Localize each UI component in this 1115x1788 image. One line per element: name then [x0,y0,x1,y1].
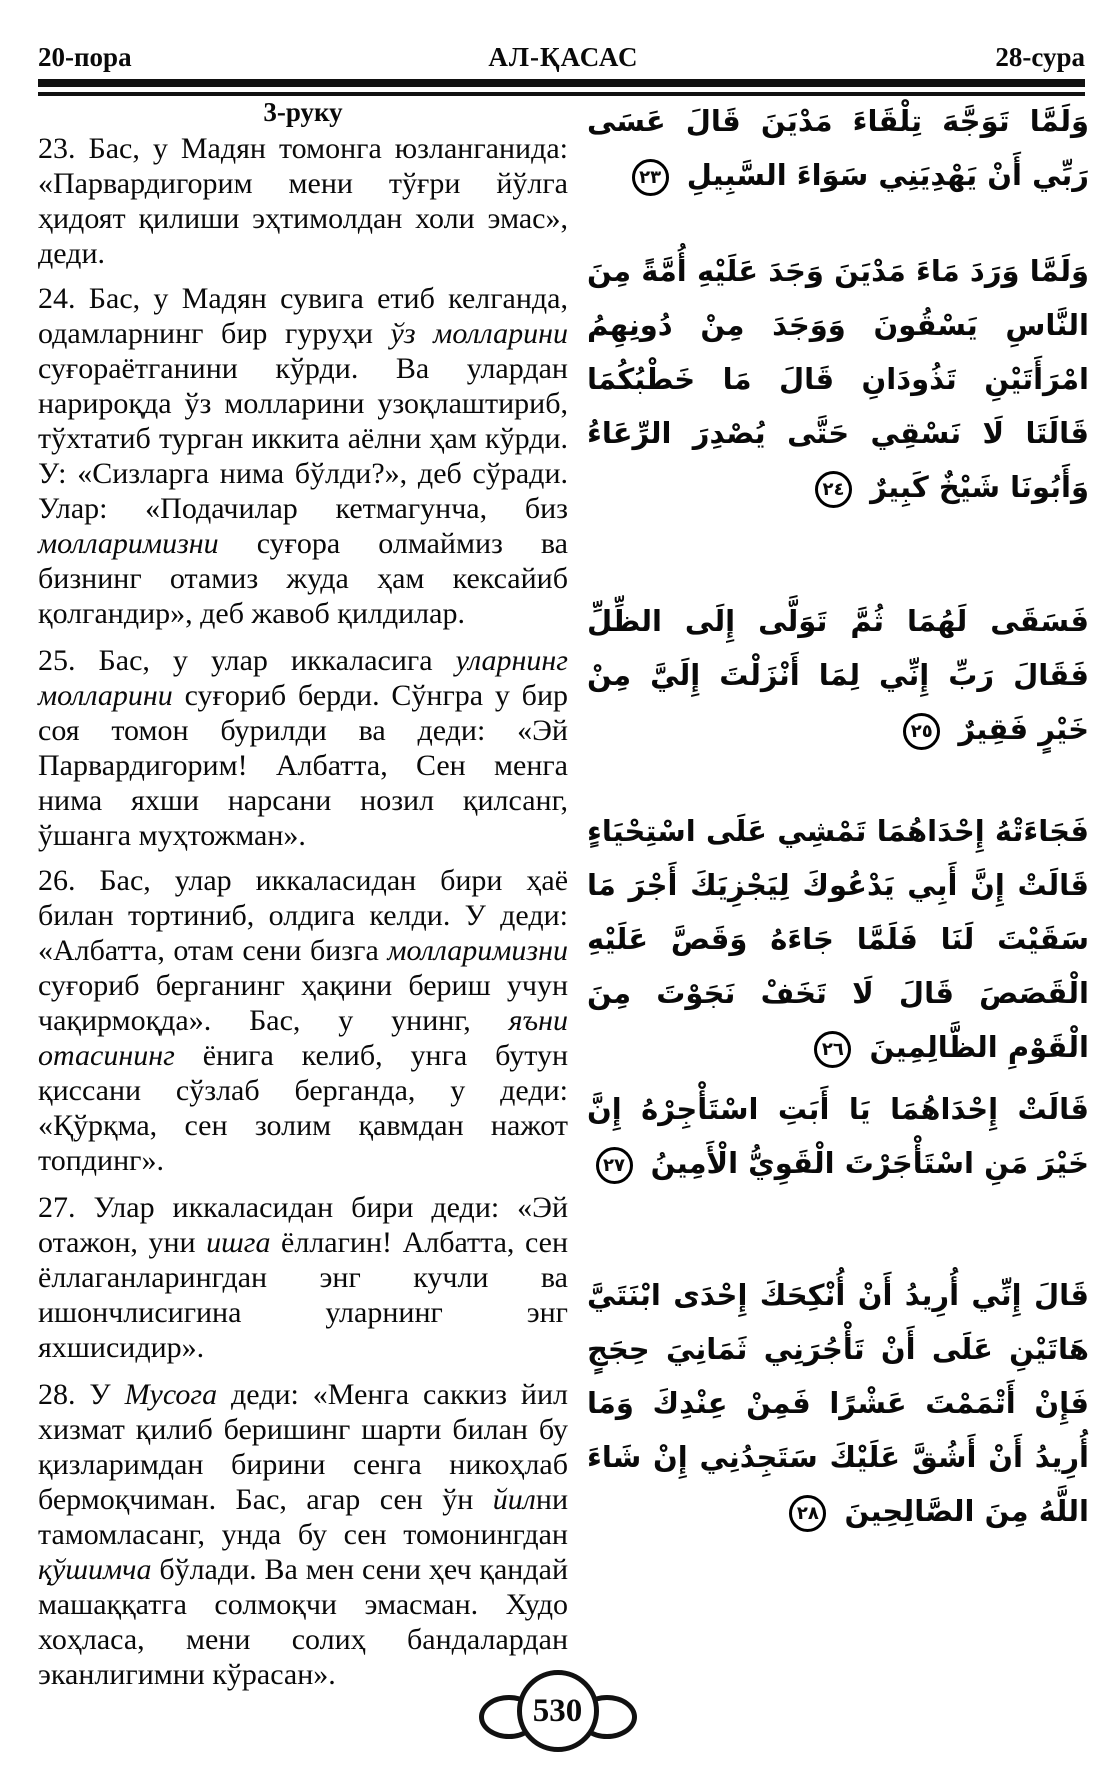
emphasized-text: ўз молларини [390,317,568,350]
verse-text: суғориб берди. Сўнгра у бир соя томон бурилди ва деди: «Эй Парвардигорим! Албатта, Сен менга нима яхши нарсани нозил қилсанг, ўшанга муҳтожман». [38,679,568,852]
arabic-verse [587,244,1089,514]
arabic-verse-text: قَالَ إِنِّي أُرِيدُ أَنْ أُنْكِحَكَ إِحْدَى ابْنَتَيَّ هَاتَيْنِ عَلَى أَنْ تَأْجُرَنِي ثَمَانِيَ حِجَجٍ فَإِنْ أَتْمَمْتَ عَشْرًا فَمِنْ عِنْدِكَ وَمَا أُرِيدُ أَنْ أَشُقَّ عَلَيْكَ سَتَجِدُنِي إِنْ شَاءَ اللَّهُ مِنَ الصَّالِحِينَ [587,1278,1089,1528]
juz-label: 20-пора [38,42,132,72]
arabic-verse-text: وَلَمَّا تَوَجَّهَ تِلْقَاءَ مَدْيَنَ قَالَ عَسَى رَبِّي أَنْ يَهْدِيَنِي سَوَاءَ السَّبِيلِ [587,104,1089,192]
arabic-verse [587,1268,1089,1538]
emphasized-text: молларимизни [38,527,219,560]
translation-column [38,97,568,1692]
arabic-verse-text: فَسَقَى لَهُمَا ثُمَّ تَوَلَّى إِلَى الظِّلِّ فَقَالَ رَبِّ إِنِّي لِمَا أَنْزَلْتَ إِلَيَّ مِنْ خَيْرٍ فَقِيرٌ [587,604,1089,746]
emphasized-text: йил [492,1483,536,1516]
arabic-verse-text: فَجَاءَتْهُ إِحْدَاهُمَا تَمْشِي عَلَى اسْتِحْيَاءٍ قَالَتْ إِنَّ أَبِي يَدْعُوكَ لِيَجْزِيَكَ أَجْرَ مَا سَقَيْتَ لَنَا فَلَمَّا جَاءَهُ وَقَصَّ عَلَيْهِ الْقَصَصَ قَالَ لَا تَخَفْ نَجَوْتَ مِنَ الْقَوْمِ الظَّالِمِينَ [587,814,1089,1064]
verse-text: ёллагин! Албатта, сен ёллаганларингдан энг кучли ва ишончлисигина уларнинг энг яхшисидир». [38,1226,569,1364]
ayah-end-marker: ٢٤ [815,471,852,508]
page-header [38,44,1085,71]
translation-verse [38,1377,568,1692]
ayah-end-marker: ٢٧ [596,1147,633,1184]
verse-number: 25. [38,644,99,677]
arabic-verse [587,594,1089,756]
page-number: 530 [517,1670,599,1752]
verse-text: Улар иккаласидан бири деди: «Эй отажон, уни [38,1191,568,1259]
verse-text: Бас, у Мадян сувига етиб келганда, одамларнинг бир гуруҳи [38,282,568,350]
arabic-verse-text: وَلَمَّا وَرَدَ مَاءَ مَدْيَنَ وَجَدَ عَلَيْهِ أُمَّةً مِنَ النَّاسِ يَسْقُونَ وَوَجَدَ مِنْ دُونِهِمُ امْرَأَتَيْنِ تَذُودَانِ قَالَ مَا خَطْبُكُمَا قَالَتَا لَا نَسْقِي حَتَّى يُصْدِرَ الرِّعَاءُ وَأَبُونَا شَيْخٌ كَبِيرٌ [587,254,1089,504]
verse-text: Бас, улар иккаласидан бири ҳаё билан тортиниб, олдига келди. У деди: «Албатта, отам сени бизга [38,864,569,967]
arabic-column [587,94,1089,1538]
emphasized-text: ишга [206,1226,271,1259]
arabic-verse [587,94,1089,202]
verse-text: суғораётганини кўрди. Ва улардан нарироқда ўз молларини узоқлаштириб, тўхтатиб турган иккита аёлни ҳам кўрди. У: «Сизларга нима бўлди?», деб сўради. Улар: «Подачилар кетмагунча, биз [38,352,568,525]
verse-text: Бас, у Мадян томонга юзланганида: «Парвардигорим мени тўғри йўлга ҳидоят қилиши эҳтимолдан холи эмас», деди. [38,132,569,270]
verse-number: 23. [38,132,89,165]
ayah-end-marker: ٢٨ [789,1495,826,1532]
verse-number: 27. [38,1191,94,1224]
verse-text: бўлади. Ва мен сени ҳеч қандай машаққатга солмоқчи эмасман. Худо хоҳласа, мени солиҳ бандалардан эканлигимни кўрасан». [38,1553,568,1691]
sura-number-label: 28-сура [995,42,1085,72]
emphasized-text: уларнинг молларини [38,644,569,712]
arabic-verse-text: قَالَتْ إِحْدَاهُمَا يَا أَبَتِ اسْتَأْجِرْهُ إِنَّ خَيْرَ مَنِ اسْتَأْجَرْتَ الْقَوِيُّ الْأَمِينُ [587,1092,1089,1180]
ayah-end-marker: ٢٣ [632,159,669,196]
verse-number: 26. [38,864,100,897]
arabic-verse [587,1082,1089,1190]
emphasized-text: яъни отасининг [38,1004,568,1072]
translation-verse [38,863,568,1178]
page-number-badge [479,1670,637,1754]
verse-number: 28. [38,1378,90,1411]
verse-text: У [89,1378,125,1411]
verse-text: ни тамомласанг, унда бу сен томонингдан [38,1483,568,1551]
translation-verse [38,1190,568,1365]
sura-title: АЛ-ҚАСАС [488,42,639,72]
ayah-end-marker: ٢٦ [814,1031,851,1068]
verse-text: суғора олмаймиз ва бизнинг отамиз жуда ҳам кексайиб қолгандир», деб жавоб қилдилар. [38,527,568,630]
ayah-end-marker: ٢٥ [903,713,940,750]
emphasized-text: молларимизни [387,934,568,967]
verse-text: Бас, у улар иккаласига [98,644,456,677]
arabic-verse [587,804,1089,1074]
translation-verse [38,131,568,271]
verse-text: ёнига келиб, унга бутун қиссани сўзлаб берганда, у деди: «Қўрқма, сен золим қавмдан нажот топдинг». [38,1039,568,1177]
verse-number: 24. [38,282,89,315]
translation-verse [38,281,568,631]
emphasized-text: қўшимча [38,1553,152,1586]
ruku-heading: 3-руку [263,97,343,127]
translation-verse [38,643,568,853]
emphasized-text: Мусога [124,1378,218,1411]
verse-text: суғориб берганинг ҳақини бериш учун чақирмоқда». Бас, у унинг, [38,969,568,1037]
verse-text: деди: «Менга саккиз йил хизмат қилиб беришинг шарти билан бу қизларимдан бирини сенга никоҳлаб бермоқчиман. Бас, агар сен ўн [38,1378,568,1516]
